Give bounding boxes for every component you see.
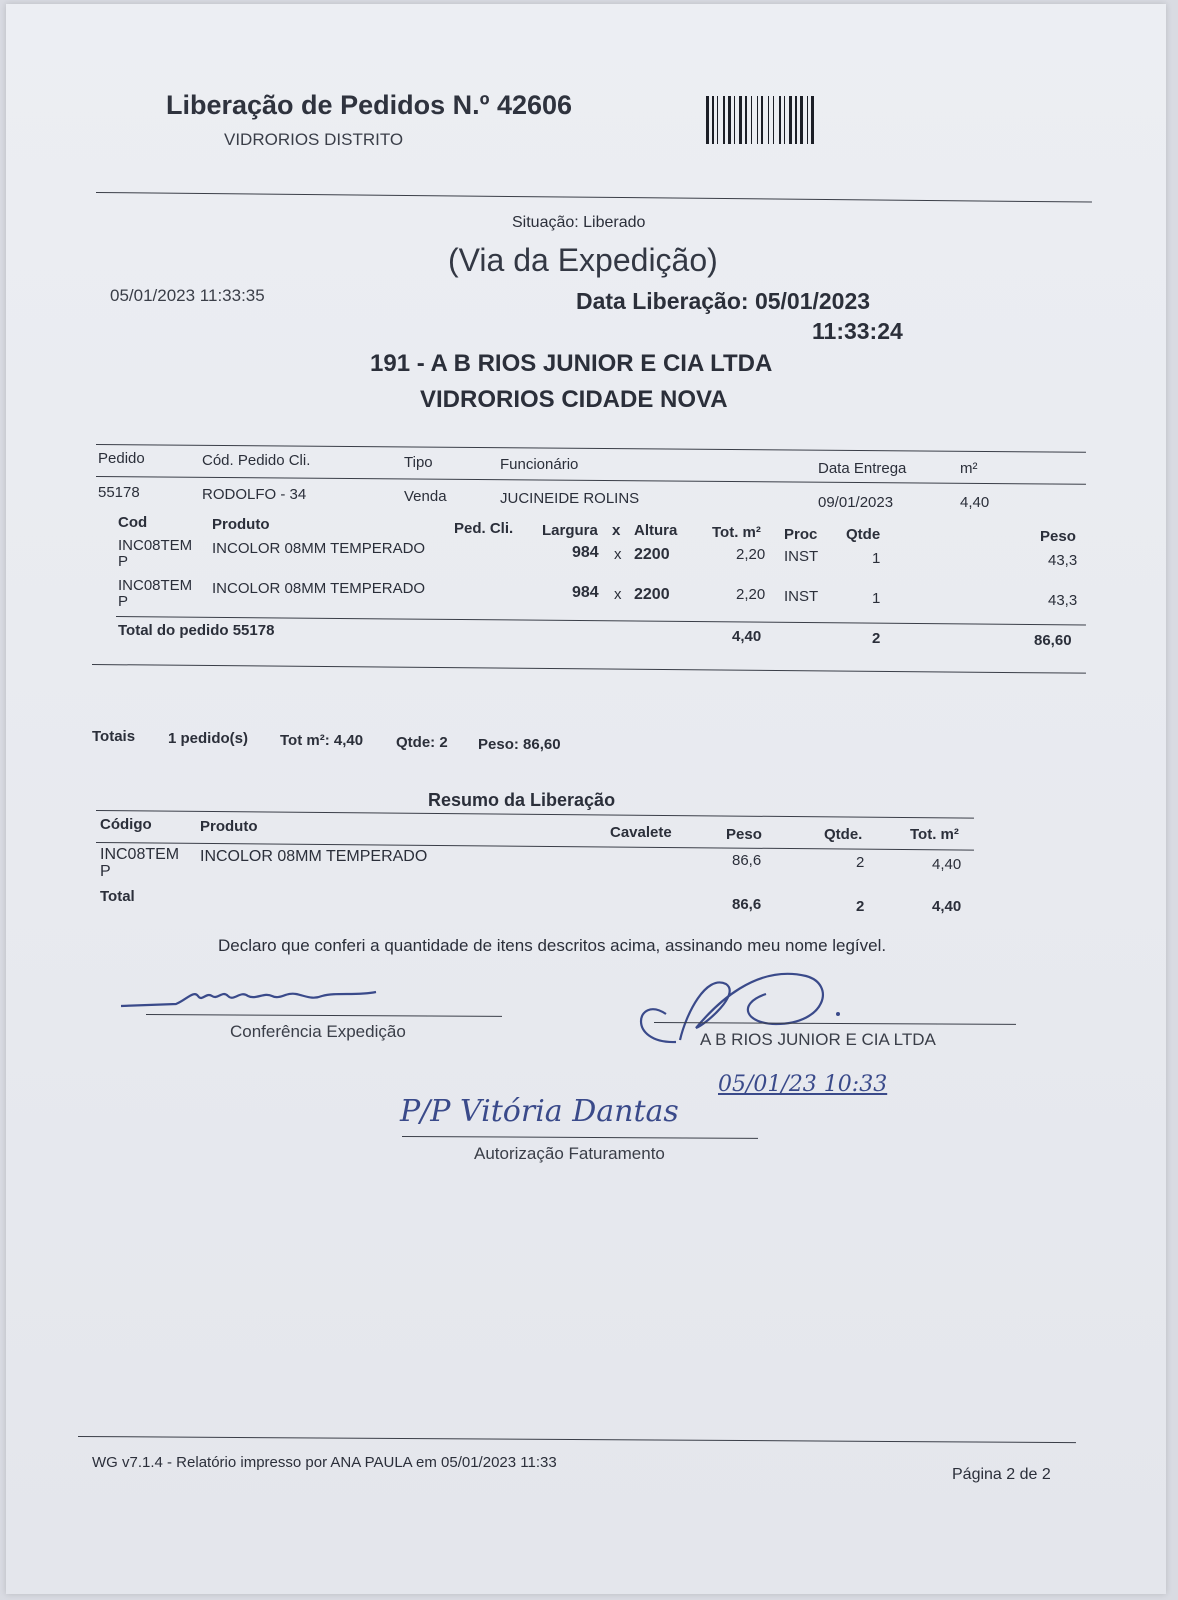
totals-orders: 1 pedido(s) <box>168 730 249 747</box>
barcode-bar <box>717 96 718 144</box>
summary-total-label: Total <box>100 888 135 905</box>
barcode-bar <box>784 96 785 144</box>
col-altura: Altura <box>634 522 678 539</box>
item-height: 2200 <box>634 546 670 563</box>
item-code: INC08TEM <box>118 577 193 594</box>
col-tipo: Tipo <box>404 454 433 471</box>
col-m2: m² <box>960 460 978 477</box>
summary-total-m2: 4,40 <box>932 898 962 915</box>
barcode-bar <box>795 96 797 144</box>
barcode-bar <box>745 96 747 144</box>
order-total-m2: 4,40 <box>732 628 762 645</box>
handwritten-date: 05/01/23 10:33 <box>718 1072 888 1097</box>
col-qtde: Qtde <box>846 526 881 543</box>
divider <box>78 1436 1076 1443</box>
item-qty: 1 <box>872 590 881 607</box>
item-code-suffix: P <box>118 593 129 610</box>
order-employee: JUCINEIDE ROLINS <box>500 490 640 507</box>
col-ped-cli: Ped. Cli. <box>454 520 514 537</box>
document-title: Liberação de Pedidos N.º 42606 <box>166 90 573 120</box>
barcode-bar <box>728 96 731 144</box>
barcode-bar <box>768 96 769 144</box>
col-peso: Peso <box>1040 528 1076 545</box>
order-client-code: RODOLFO - 34 <box>202 486 307 503</box>
summary-total-weight: 86,6 <box>732 896 762 913</box>
barcode <box>706 96 884 144</box>
release-time: 11:33:24 <box>812 318 903 344</box>
summary-qty: 2 <box>856 854 865 871</box>
summary-code-cell <box>100 846 179 880</box>
declaration-text: Declaro que conferi a quantidade de itens descritos acima, assinando meu nome legível. <box>218 936 887 955</box>
col-codigo: Código <box>100 816 152 833</box>
col-cod-pedido-cli: Cód. Pedido Cli. <box>202 452 311 469</box>
totals-weight: Peso: 86,60 <box>478 736 561 753</box>
barcode-bar <box>789 96 792 144</box>
col-cod: Cod <box>118 514 148 531</box>
col-x: x <box>612 522 621 539</box>
col-summary-peso: Peso <box>726 826 762 843</box>
barcode-bar <box>773 96 774 144</box>
order-m2: 4,40 <box>960 494 990 511</box>
barcode-bar <box>723 96 725 144</box>
col-funcionario: Funcionário <box>500 456 579 473</box>
client-name: 191 - A B RIOS JUNIOR E CIA LTDA <box>370 350 773 377</box>
release-date: Data Liberação: 05/01/2023 <box>576 288 871 314</box>
barcode-bar <box>757 96 758 144</box>
order-delivery-date: 09/01/2023 <box>818 494 894 511</box>
document-page <box>6 4 1166 1594</box>
item-product: INCOLOR 08MM TEMPERADO <box>212 580 426 597</box>
totals-qty: Qtde: 2 <box>396 734 448 751</box>
barcode-bar <box>712 96 714 144</box>
divider <box>96 476 1086 485</box>
item-x: x <box>614 546 622 563</box>
col-cavalete: Cavalete <box>610 824 672 841</box>
item-tot-m2: 2,20 <box>736 546 766 563</box>
barcode-bar <box>779 96 781 144</box>
barcode-bar <box>761 96 763 144</box>
summary-total-qty: 2 <box>856 898 865 915</box>
item-width: 984 <box>572 544 599 561</box>
summary-code-suffix: P <box>100 863 111 880</box>
item-proc: INST <box>784 588 819 605</box>
item-width: 984 <box>572 584 599 601</box>
summary-m2: 4,40 <box>932 856 962 873</box>
summary-title: Resumo da Liberação <box>428 790 616 810</box>
col-tot-m2: Tot. m² <box>712 524 761 541</box>
order-total-qty: 2 <box>872 630 881 647</box>
barcode-bar <box>706 96 709 144</box>
divider <box>92 664 1086 674</box>
item-weight: 43,3 <box>1048 552 1078 569</box>
totals-m2: Tot m²: 4,40 <box>280 732 364 749</box>
totals-label: Totais <box>92 728 136 745</box>
item-proc: INST <box>784 548 819 565</box>
order-total-weight: 86,60 <box>1034 632 1072 649</box>
copy-type: (Via da Expedição) <box>448 242 718 278</box>
footer-print-info: WG v7.1.4 - Relatório impresso por ANA PAULA em 05/01/2023 11:33 <box>92 1454 557 1471</box>
order-number: 55178 <box>98 484 140 501</box>
col-pedido: Pedido <box>98 450 145 467</box>
summary-product: INCOLOR 08MM TEMPERADO <box>200 848 428 865</box>
item-weight: 43,3 <box>1048 592 1078 609</box>
order-total-label: Total do pedido 55178 <box>118 622 275 639</box>
item-code-suffix: P <box>118 553 129 570</box>
status-text: Situação: Liberado <box>512 214 646 231</box>
order-type: Venda <box>404 488 447 505</box>
barcode-bar <box>734 96 735 144</box>
barcode-bar <box>811 96 814 144</box>
client-signature-label: A B RIOS JUNIOR E CIA LTDA <box>700 1030 936 1049</box>
conferencia-label: Conferência Expedição <box>230 1022 406 1041</box>
barcode-bar <box>800 96 803 144</box>
col-proc: Proc <box>784 526 818 543</box>
col-largura: Largura <box>542 522 598 539</box>
summary-code: INC08TEM <box>100 846 180 863</box>
barcode-bar <box>751 96 752 144</box>
summary-weight: 86,6 <box>732 852 762 869</box>
barcode-bar <box>739 96 742 144</box>
signature-line <box>402 1136 758 1139</box>
item-tot-m2: 2,20 <box>736 586 766 603</box>
printed-timestamp: 05/01/2023 11:33:35 <box>110 286 265 305</box>
company-name: VIDRORIOS DISTRITO <box>224 130 404 149</box>
col-summary-qtde: Qtde. <box>824 826 863 843</box>
barcode-bar <box>807 96 808 144</box>
divider <box>96 192 1092 203</box>
handwritten-authorization: P/P Vitória Dantas <box>400 1094 679 1129</box>
page-number: Página 2 de 2 <box>952 1466 1051 1483</box>
table-row-cell-cod <box>118 578 192 610</box>
col-produto: Produto <box>212 516 270 533</box>
item-x: x <box>614 586 622 603</box>
col-summary-tot-m2: Tot. m² <box>910 826 959 843</box>
table-row-cell-cod <box>118 538 192 570</box>
item-code: INC08TEM <box>118 537 193 554</box>
item-product: INCOLOR 08MM TEMPERADO <box>212 540 426 557</box>
client-branch: VIDRORIOS CIDADE NOVA <box>420 386 728 413</box>
col-summary-produto: Produto <box>200 818 258 835</box>
col-data-entrega: Data Entrega <box>818 460 907 477</box>
authorization-label: Autorização Faturamento <box>474 1144 665 1163</box>
item-qty: 1 <box>872 550 881 567</box>
handwritten-signature-conferencia <box>116 970 416 1020</box>
item-height: 2200 <box>634 586 670 603</box>
